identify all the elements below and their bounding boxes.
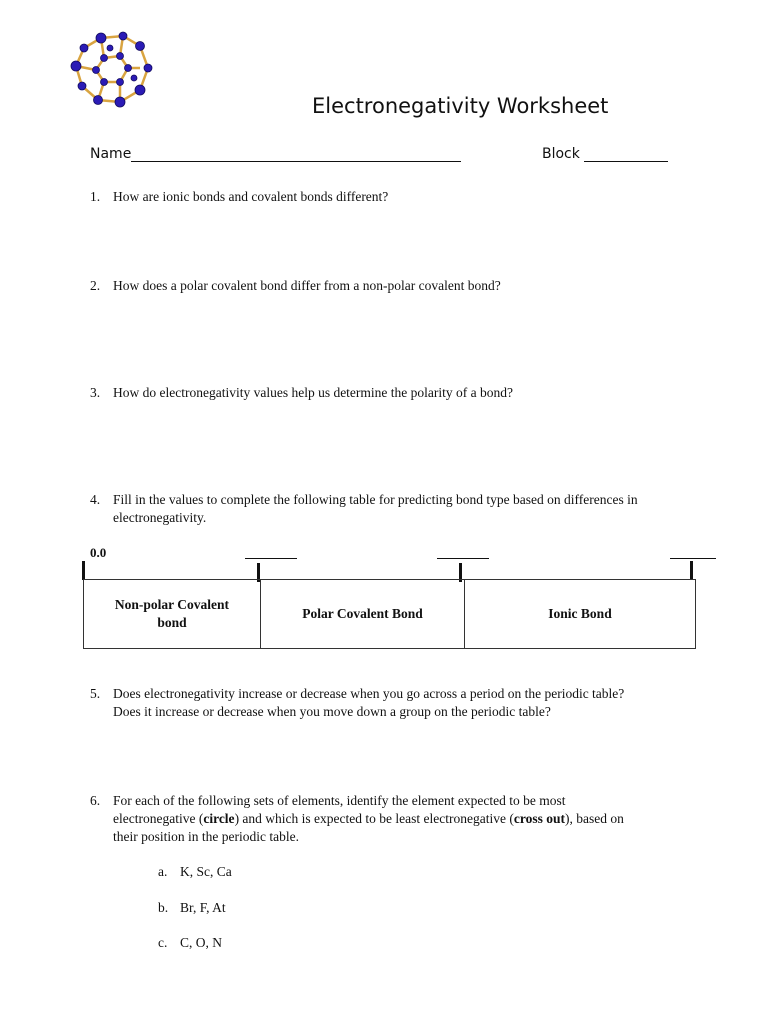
block-field[interactable] — [542, 146, 668, 162]
worksheet-title: Electronegativity Worksheet — [312, 94, 609, 118]
block-label: Block — [542, 146, 580, 162]
scale-start-label: 0.0 — [90, 545, 107, 560]
bond-type-table — [83, 579, 696, 649]
scale-blank-1[interactable] — [245, 558, 297, 559]
subitem-a: a. K, Sc, Ca — [158, 864, 232, 879]
bond-cell-ionic: Ionic Bond — [464, 580, 695, 648]
bond-cell-nonpolar: Non-polar Covalent bond — [114, 597, 230, 630]
scale-tick — [690, 561, 693, 580]
bond-cell-polar: Polar Covalent Bond — [260, 580, 464, 648]
molecule-icon — [68, 28, 158, 110]
name-field[interactable] — [90, 146, 461, 162]
scale-blank-2[interactable] — [437, 558, 489, 559]
name-label: Name — [90, 146, 132, 162]
subitem-c: c. C, O, N — [158, 935, 223, 950]
scale-blank-3[interactable] — [670, 558, 716, 559]
subitem-b: b. Br, F, At — [158, 900, 226, 915]
scale-tick — [82, 561, 85, 580]
